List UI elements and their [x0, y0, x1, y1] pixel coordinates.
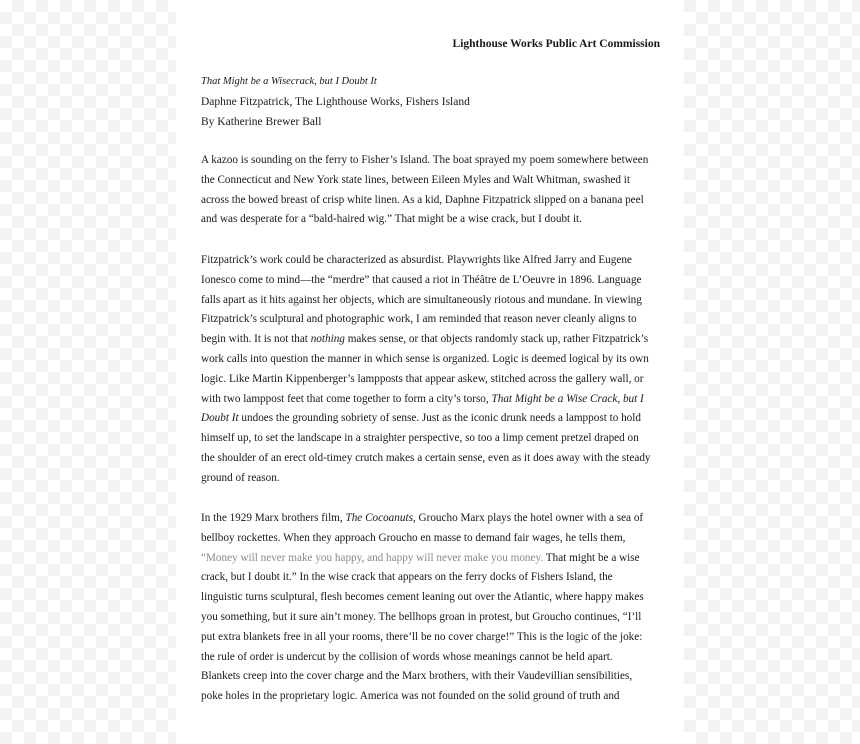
artist-line: Daphne Fitzpatrick, The Lighthouse Works, Fishers Island: [201, 96, 470, 108]
p1-line: and was desperate for a “bald-haired wig.” That might be a wise crack, but I doubt it.: [201, 213, 582, 226]
p2-text: begin with. It is not that: [201, 333, 311, 346]
p3-line: you something, but it sure ain’t money. The bellhops groan in protest, but Groucho continues, “I’ll: [201, 610, 642, 623]
work-title: That Might be a Wisecrack, but I Doubt It: [201, 76, 377, 87]
document-meta: [201, 72, 663, 132]
p3-text: That might be a wise: [543, 551, 640, 564]
p3-text: , Groucho Marx plays the hotel owner with a sea of: [412, 512, 644, 524]
paragraph-2: [201, 251, 663, 489]
p2-text: with two lamppost feet that come together to form a city’s torso,: [201, 392, 492, 405]
p2-line: Ionesco come to mind—the “merdre” that caused a riot in Théâtre de L’Oeuvre in 1896. Language: [201, 273, 642, 286]
p3-line: the rule of order is undercut by the collision of words whose meanings cannot be held apart.: [201, 650, 613, 663]
paragraph-3: [201, 509, 663, 707]
p3-line: bellboy rockettes. When they approach Groucho en masse to demand fair wages, he tells them,: [201, 531, 626, 544]
film-title: The Cocoanuts: [345, 512, 413, 524]
p3-line: crack, but I doubt it.” In the wise crack that appears on the ferry docks of Fishers Island, the: [201, 571, 613, 584]
p2-line: [201, 409, 663, 429]
p2-line: logic. Like Martin Kippenberger’s lampposts that appear askew, stitched across the gallery wall, or: [201, 372, 644, 385]
p1-line: the Connecticut and New York state lines, between Eileen Myles and Walt Whitman, swashed it: [201, 173, 631, 186]
p2-line: work calls into question the manner in which sense is organized. Logic is deemed logical by its own: [201, 352, 649, 365]
byline: By Katherine Brewer Ball: [201, 116, 322, 128]
p2-emphasis: nothing: [310, 333, 345, 346]
p3-line: [201, 549, 663, 569]
p1-line: across the bowed breast of crisp white linen. As a kid, Daphne Fitzpatrick slipped on a banana peel: [201, 193, 644, 206]
document-page: [176, 0, 684, 744]
p3-text: In the 1929 Marx brothers film,: [201, 512, 346, 524]
p2-line: Fitzpatrick’s sculptural and photographic work, I am reminded that reason never cleanly aligns to: [201, 313, 637, 326]
p2-line: ground of reason.: [201, 471, 280, 484]
p2-line: falls apart as it hits against her objects, which are simultaneously riotous and mundane. In viewing: [201, 293, 642, 306]
p1-line: A kazoo is sounding on the ferry to Fisher’s Island. The boat sprayed my poem somewhere between: [201, 154, 649, 166]
highlighted-quote: “Money will never make you happy, and happy will never make you money.: [201, 551, 544, 564]
p3-line: put extra blankets free in all your rooms, there’ll be no cover charge!” This is the logic of the joke:: [201, 630, 643, 643]
p3-line: poke holes in the proprietary logic. America was not founded on the solid ground of truth and: [201, 690, 620, 703]
p3-line: [201, 509, 663, 529]
work-title-inline: Doubt It: [201, 412, 239, 425]
p2-line: Fitzpatrick’s work could be characterized as absurdist. Playwrights like Alfred Jarry and Eugene: [201, 254, 632, 266]
p2-text: makes sense, or that objects randomly stack up, rather Fitzpatrick’s: [344, 333, 649, 346]
p2-line: [201, 390, 663, 410]
p2-text: undoes the grounding sobriety of sense. Just as the iconic drunk needs a lamppost to hold: [238, 412, 641, 425]
p3-line: Blankets creep into the cover charge and the Marx brothers, with their Vaudevillian sensibilities,: [201, 670, 633, 683]
document-header: Lighthouse Works Public Art Commission: [452, 38, 660, 50]
p2-line: himself up, to set the landscape in a straighter perspective, so too a limp cement pretzel draped on: [201, 432, 639, 445]
work-title-inline: That Might be a Wise Crack, but I: [491, 392, 644, 405]
p2-line: the shoulder of an erect old-timey crutch makes a certain sense, even as it does away with the steady: [201, 451, 651, 464]
p3-line: linguistic turns sculptural, flesh becomes cement leaning out over the Atlantic, where happy makes: [201, 591, 644, 604]
paragraph-1: [201, 151, 663, 230]
p2-line: [201, 330, 663, 350]
